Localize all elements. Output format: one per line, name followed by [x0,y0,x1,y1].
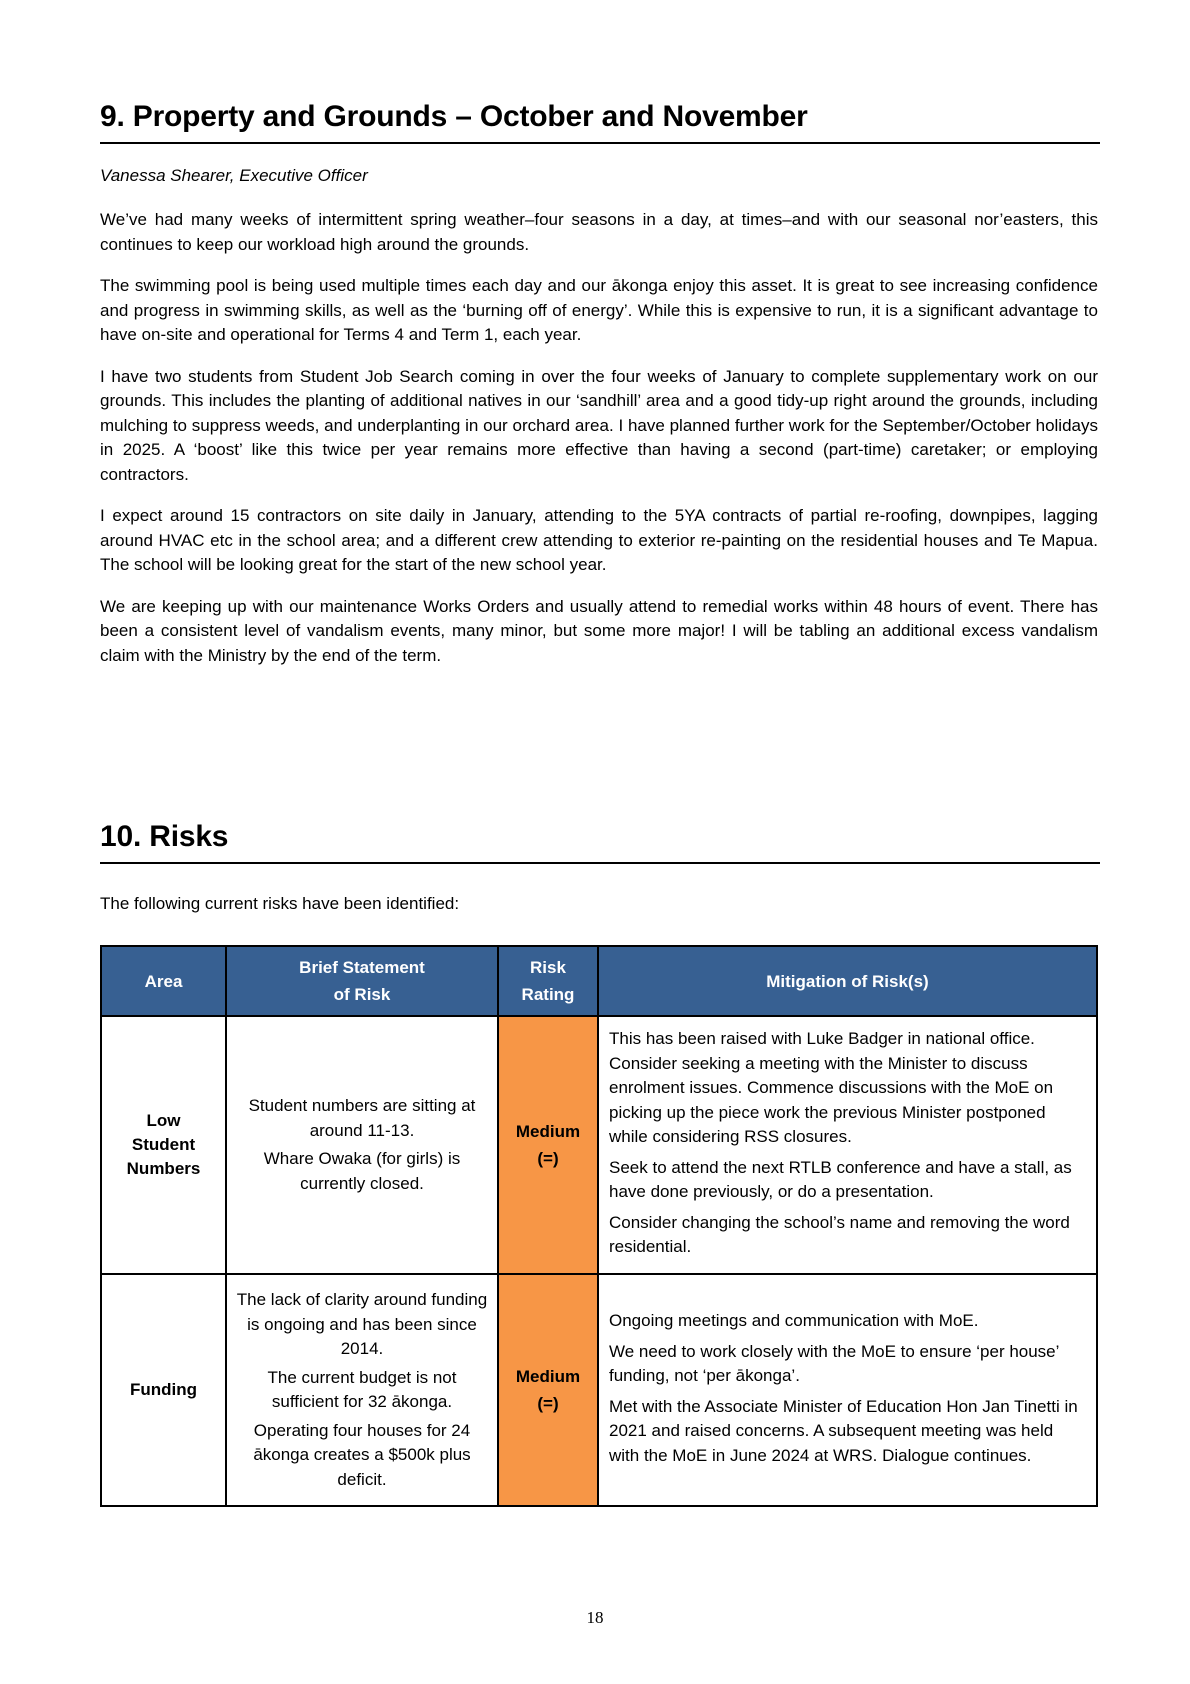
header-area: Area [101,946,226,1016]
section-10-title: 10. Risks [100,820,1100,864]
header-statement: Brief Statement of Risk [226,946,498,1016]
risk-statement: Student numbers are sitting at around 11-13. Whare Owaka (for girls) is currently closed. [226,1016,498,1274]
header-rating: Risk Rating [498,946,598,1016]
risk-rating: Medium (=) [498,1016,598,1274]
risks-intro: The following current risks have been identified: [100,894,460,913]
risk-area: Low Student Numbers [101,1016,226,1274]
section-9-title: 9. Property and Grounds – October and November [100,100,1100,144]
table-row [101,1274,1097,1506]
paragraph: I expect around 15 contractors on site daily in January, attending to the 5YA contracts of partial re-roofing, downpipes, lagging around HVAC etc in the school area; and a different crew attending to exterior re-painting on the residential houses and Te Mapua. The school will be looking great for the start of the new school year. [100,506,1098,574]
section-risks [100,820,1100,914]
paragraph: We are keeping up with our maintenance Works Orders and usually attend to remedial works within 48 hours of event. There has been a consistent level of vandalism events, many minor, but some more major! I will be tabling an additional excess vandalism claim with the Ministry by the end of the term. [100,596,1098,665]
paragraph: I have two students from Student Job Search coming in over the four weeks of January to complete supplementary work on our grounds. This includes the planting of additional natives in our ‘sandhill’ area and a good tidy-up right around the grounds, including mulching to suppress weeds, and underplanting in our orchard area. I have planned further work for the September/October holidays in 2025. A ‘boost’ like this twice per year remains more effective than having a second (part-time) caretaker; or employing contractors. [100,366,1098,484]
risk-mitigation: This has been raised with Luke Badger in national office. Consider seeking a meeting with the Minister to discuss enrolment issues. Commence discussions with the MoE on picking up the piece work the previous Minister postponed while considering RSS closures. Seek to attend the next RTLB conference and have a stall, as have done previously, or do a presentation. Consider changing the school’s name and removing the word residential. [598,1016,1097,1274]
risk-area: Funding [101,1274,226,1506]
author-line: Vanessa Shearer, Executive Officer [100,166,368,185]
paragraph: We’ve had many weeks of intermittent spring weather–four seasons in a day, at times–and with our seasonal nor’easters, this continues to keep our workload high around the grounds. [100,210,1098,254]
risk-mitigation: Ongoing meetings and communication with MoE. We need to work closely with the MoE to ensure ‘per house’ funding, not ‘per ākonga’. Met with the Associate Minister of Education Hon Jan Tinetti in 2021 and raised concerns. A subsequent meeting was held with the MoE in June 2024 at WRS. Dialogue continues. [598,1274,1097,1506]
paragraph: The swimming pool is being used multiple times each day and our ākonga enjoy this asset. It is great to see increasing confidence and progress in swimming skills, as well as the ‘burning off of energy’. While this is expensive to run, it is a significant advantage to have on-site and operational for Terms 4 and Term 1, each year. [100,276,1098,344]
risk-statement: The lack of clarity around funding is ongoing and has been since 2014. The current budget is not sufficient for 32 ākonga. Operating four houses for 24 ākonga creates a $500k plus deficit. [226,1274,498,1506]
risk-rating: Medium (=) [498,1274,598,1506]
table-header-row [101,946,1097,1016]
risks-table [100,945,1098,1507]
table-row [101,1016,1097,1274]
header-mitigation: Mitigation of Risk(s) [598,946,1097,1016]
section-property-grounds [100,100,1100,685]
page-number: 18 [586,1608,604,1627]
